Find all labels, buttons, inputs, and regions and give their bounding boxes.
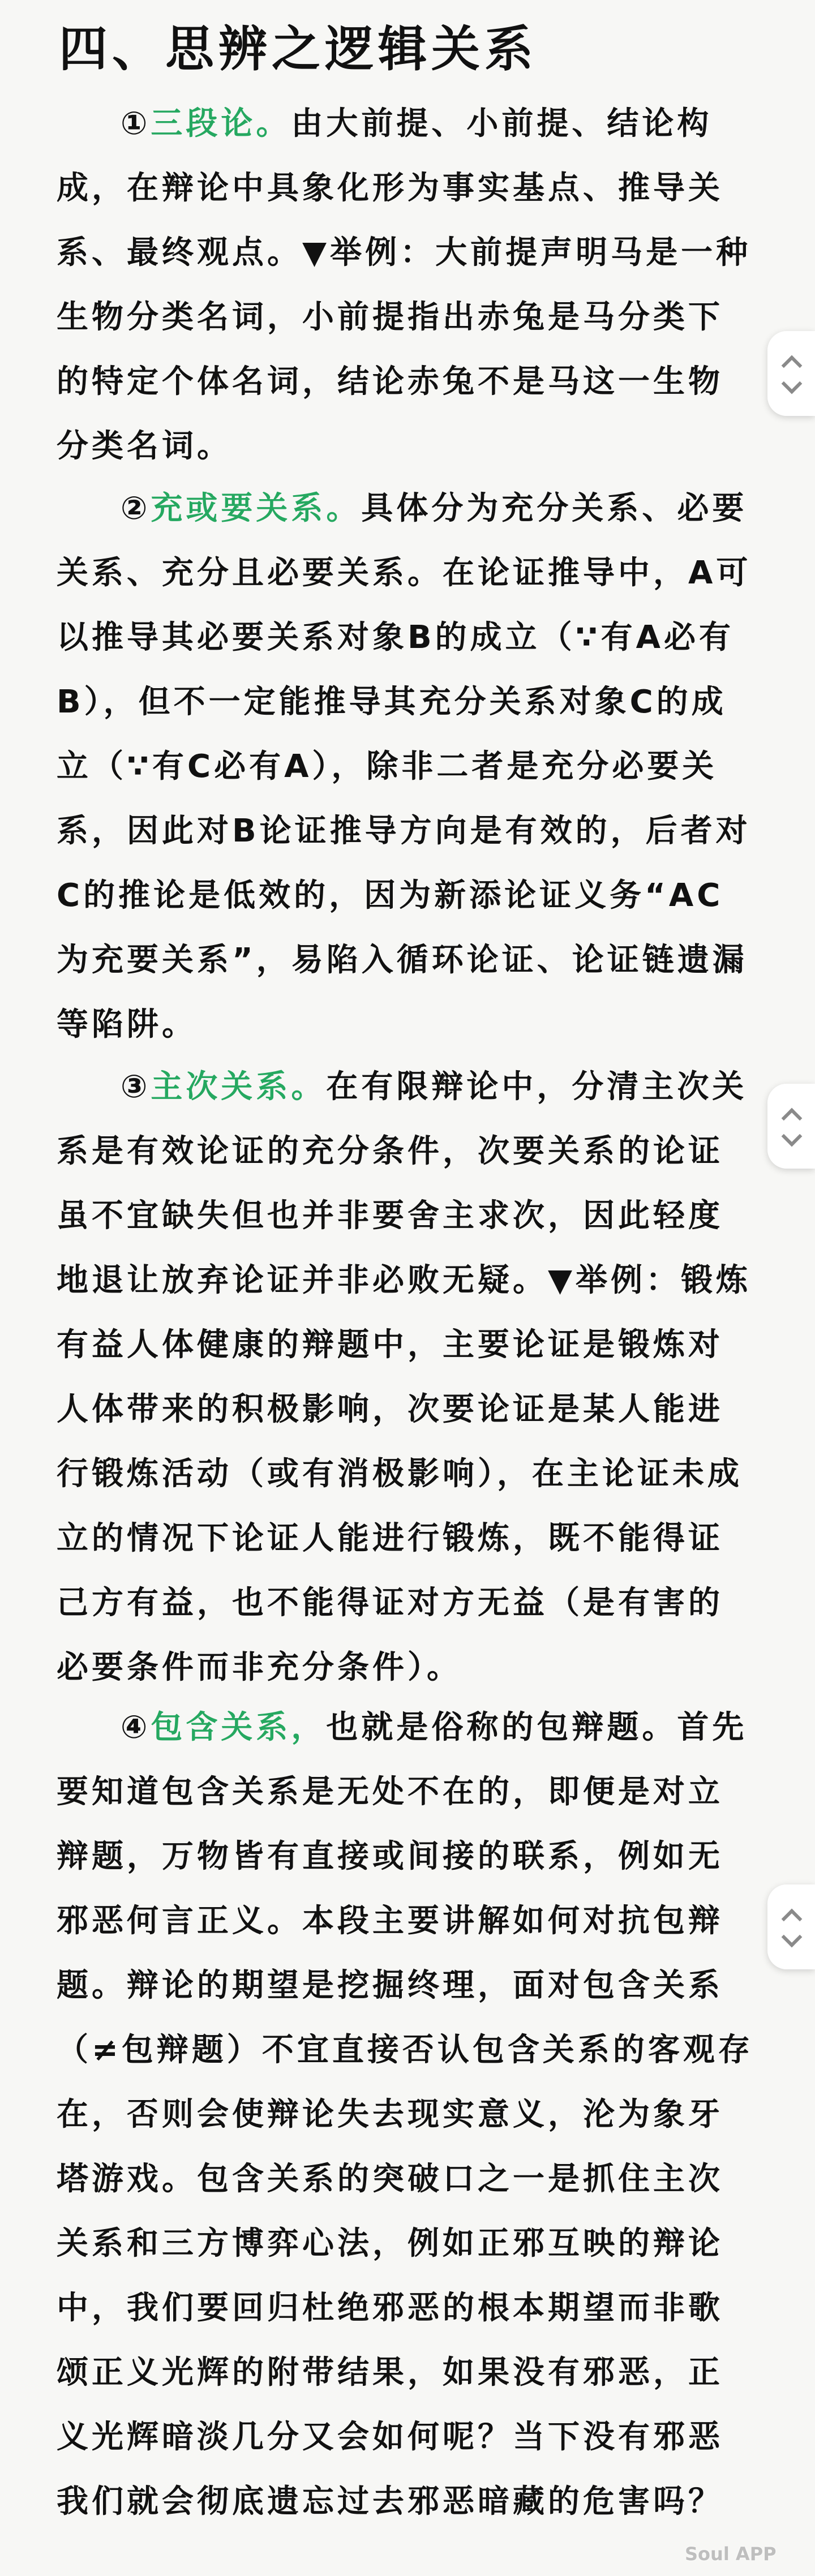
scroll-control[interactable] [767,331,815,416]
section-marker: ③ [121,1068,151,1105]
section-heading: 三段论。 [151,105,291,142]
scroll-control[interactable] [767,1884,815,1969]
section-heading: 主次关系。 [151,1068,327,1105]
chevron-down-icon[interactable] [782,373,803,394]
section-marker: ① [121,105,151,142]
chevron-down-icon[interactable] [782,1126,803,1147]
section-heading: 充或要关系。 [151,490,362,527]
section-primary-secondary [57,1055,756,1700]
section-body: 具体分为充分关系、必要关系、充分且必要关系。在论证推导中，A可以推导其必要关系对象B的成立（∵有A必有B），但不一定能推导其充分关系对象C的成立（∵有C必有A），除非二者是充分必要关系，因此对B论证推导方向是有效的，后者对C的推论是低效的，因为新添论证义务“AC为充要关系”，易陷入循环论证、论证链遗漏等陷阱。 [57,490,752,1043]
section-body: 在有限辩论中，分清主次关系是有效论证的充分条件，次要关系的论证虽不宜缺失但也并非要舍主求次，因此轻度地退让放弃论证并非必败无疑。▼举例：锻炼有益人体健康的辩题中，主要论证是锻炼对人体带来的积极影响，次要论证是某人能进行锻炼活动（或有消极影响），在主论证未成立的情况下论证人能进行锻炼，既不能得证己方有益，也不能得证对方无益（是有害的必要条件而非充分条件）。 [57,1068,752,1686]
chevron-down-icon[interactable] [782,1927,803,1948]
section-sufficient-necessary [57,476,756,1057]
section-body: 由大前提、小前提、结论构成，在辩论中具象化形为事实基点、推导关系、最终观点。▼举例：大前提声明马是一种生物分类名词，小前提指出赤兔是马分类下的特定个体名词，结论赤兔不是马这一生物分类名词。 [57,105,752,465]
page-title: 四、思辨之逻辑关系 [59,21,538,78]
section-inclusion [57,1695,756,2534]
scroll-control[interactable] [767,1084,815,1169]
app-watermark: Soul APP [685,2543,777,2565]
section-heading: 包含关系， [151,1709,327,1746]
section-syllogism [57,92,756,479]
section-marker: ② [121,490,151,527]
section-body: 也就是俗称的包辩题。首先要知道包含关系是无处不在的，即便是对立辩题，万物皆有直接或间接的联系，例如无邪恶何言正义。本段主要讲解如何对抗包辩题。辩论的期望是挖掘终理，面对包含关系（≠包辩题）不宜直接否认包含关系的客观存在，否则会使辩论失去现实意义，沦为象牙塔游戏。包含关系的突破口之一是抓住主次关系和三方博弈心法，例如正邪互映的辩论中，我们要回归杜绝邪恶的根本期望而非歌颂正义光辉的附带结果，如果没有邪恶，正义光辉暗淡几分又会如何呢？当下没有邪恶我们就会彻底遗忘过去邪恶暗藏的危害吗？ [57,1709,753,2520]
section-marker: ④ [121,1709,151,1746]
